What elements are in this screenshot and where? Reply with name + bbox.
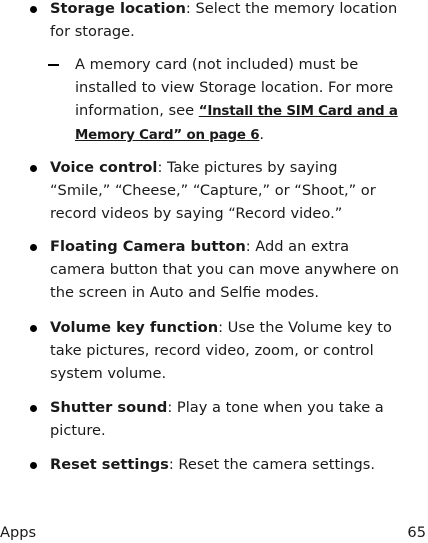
bullet: [30, 405, 37, 412]
list-item-reset-settings: [30, 453, 400, 476]
bullet: [30, 462, 37, 469]
cross-reference-link[interactable]: “Install the SIM Card and a Memory Card” on page 6: [75, 104, 398, 143]
setting-description: : Select the memory location for storage.: [50, 0, 398, 40]
setting-description: : Use the Volume key to take pictures, record video, zoom, or control system volume.: [50, 319, 392, 382]
list-item-storage-location: [30, 0, 400, 43]
sub-note-period: .: [259, 126, 264, 143]
bullet: [30, 325, 37, 332]
sub-note-text: A memory card (not included) must be installed to view Storage location. For more information, see: [75, 56, 394, 119]
footer-page-number: 65: [407, 524, 426, 541]
dash-bullet: [48, 64, 59, 66]
setting-description: : Take pictures by saying “Smile,” “Cheese,” “Capture,” or “Shoot,” or record videos by saying “Record video.”: [50, 159, 376, 222]
setting-term: Volume key function: [50, 319, 219, 336]
setting-term: Storage location: [50, 0, 186, 17]
bullet: [30, 244, 37, 251]
list-item-shutter-sound: [30, 396, 400, 442]
list-item-floating-camera-button: [30, 235, 400, 304]
list-item-voice-control: [30, 156, 400, 225]
setting-term: Floating Camera button: [50, 238, 246, 255]
sub-note: [75, 53, 400, 147]
setting-term: Voice control: [50, 159, 158, 176]
footer-section-label: Apps: [0, 524, 37, 541]
list-item-volume-key-function: [30, 316, 400, 385]
bullet: [30, 165, 37, 172]
bullet: [30, 6, 37, 13]
setting-description: : Add an extra camera button that you can move anywhere on the screen in Auto and Selfie modes.: [50, 238, 399, 301]
setting-description: : Play a tone when you take a picture.: [50, 399, 384, 439]
setting-term: Reset settings: [50, 456, 169, 473]
setting-description: : Reset the camera settings.: [168, 456, 375, 473]
setting-term: Shutter sound: [50, 399, 168, 416]
